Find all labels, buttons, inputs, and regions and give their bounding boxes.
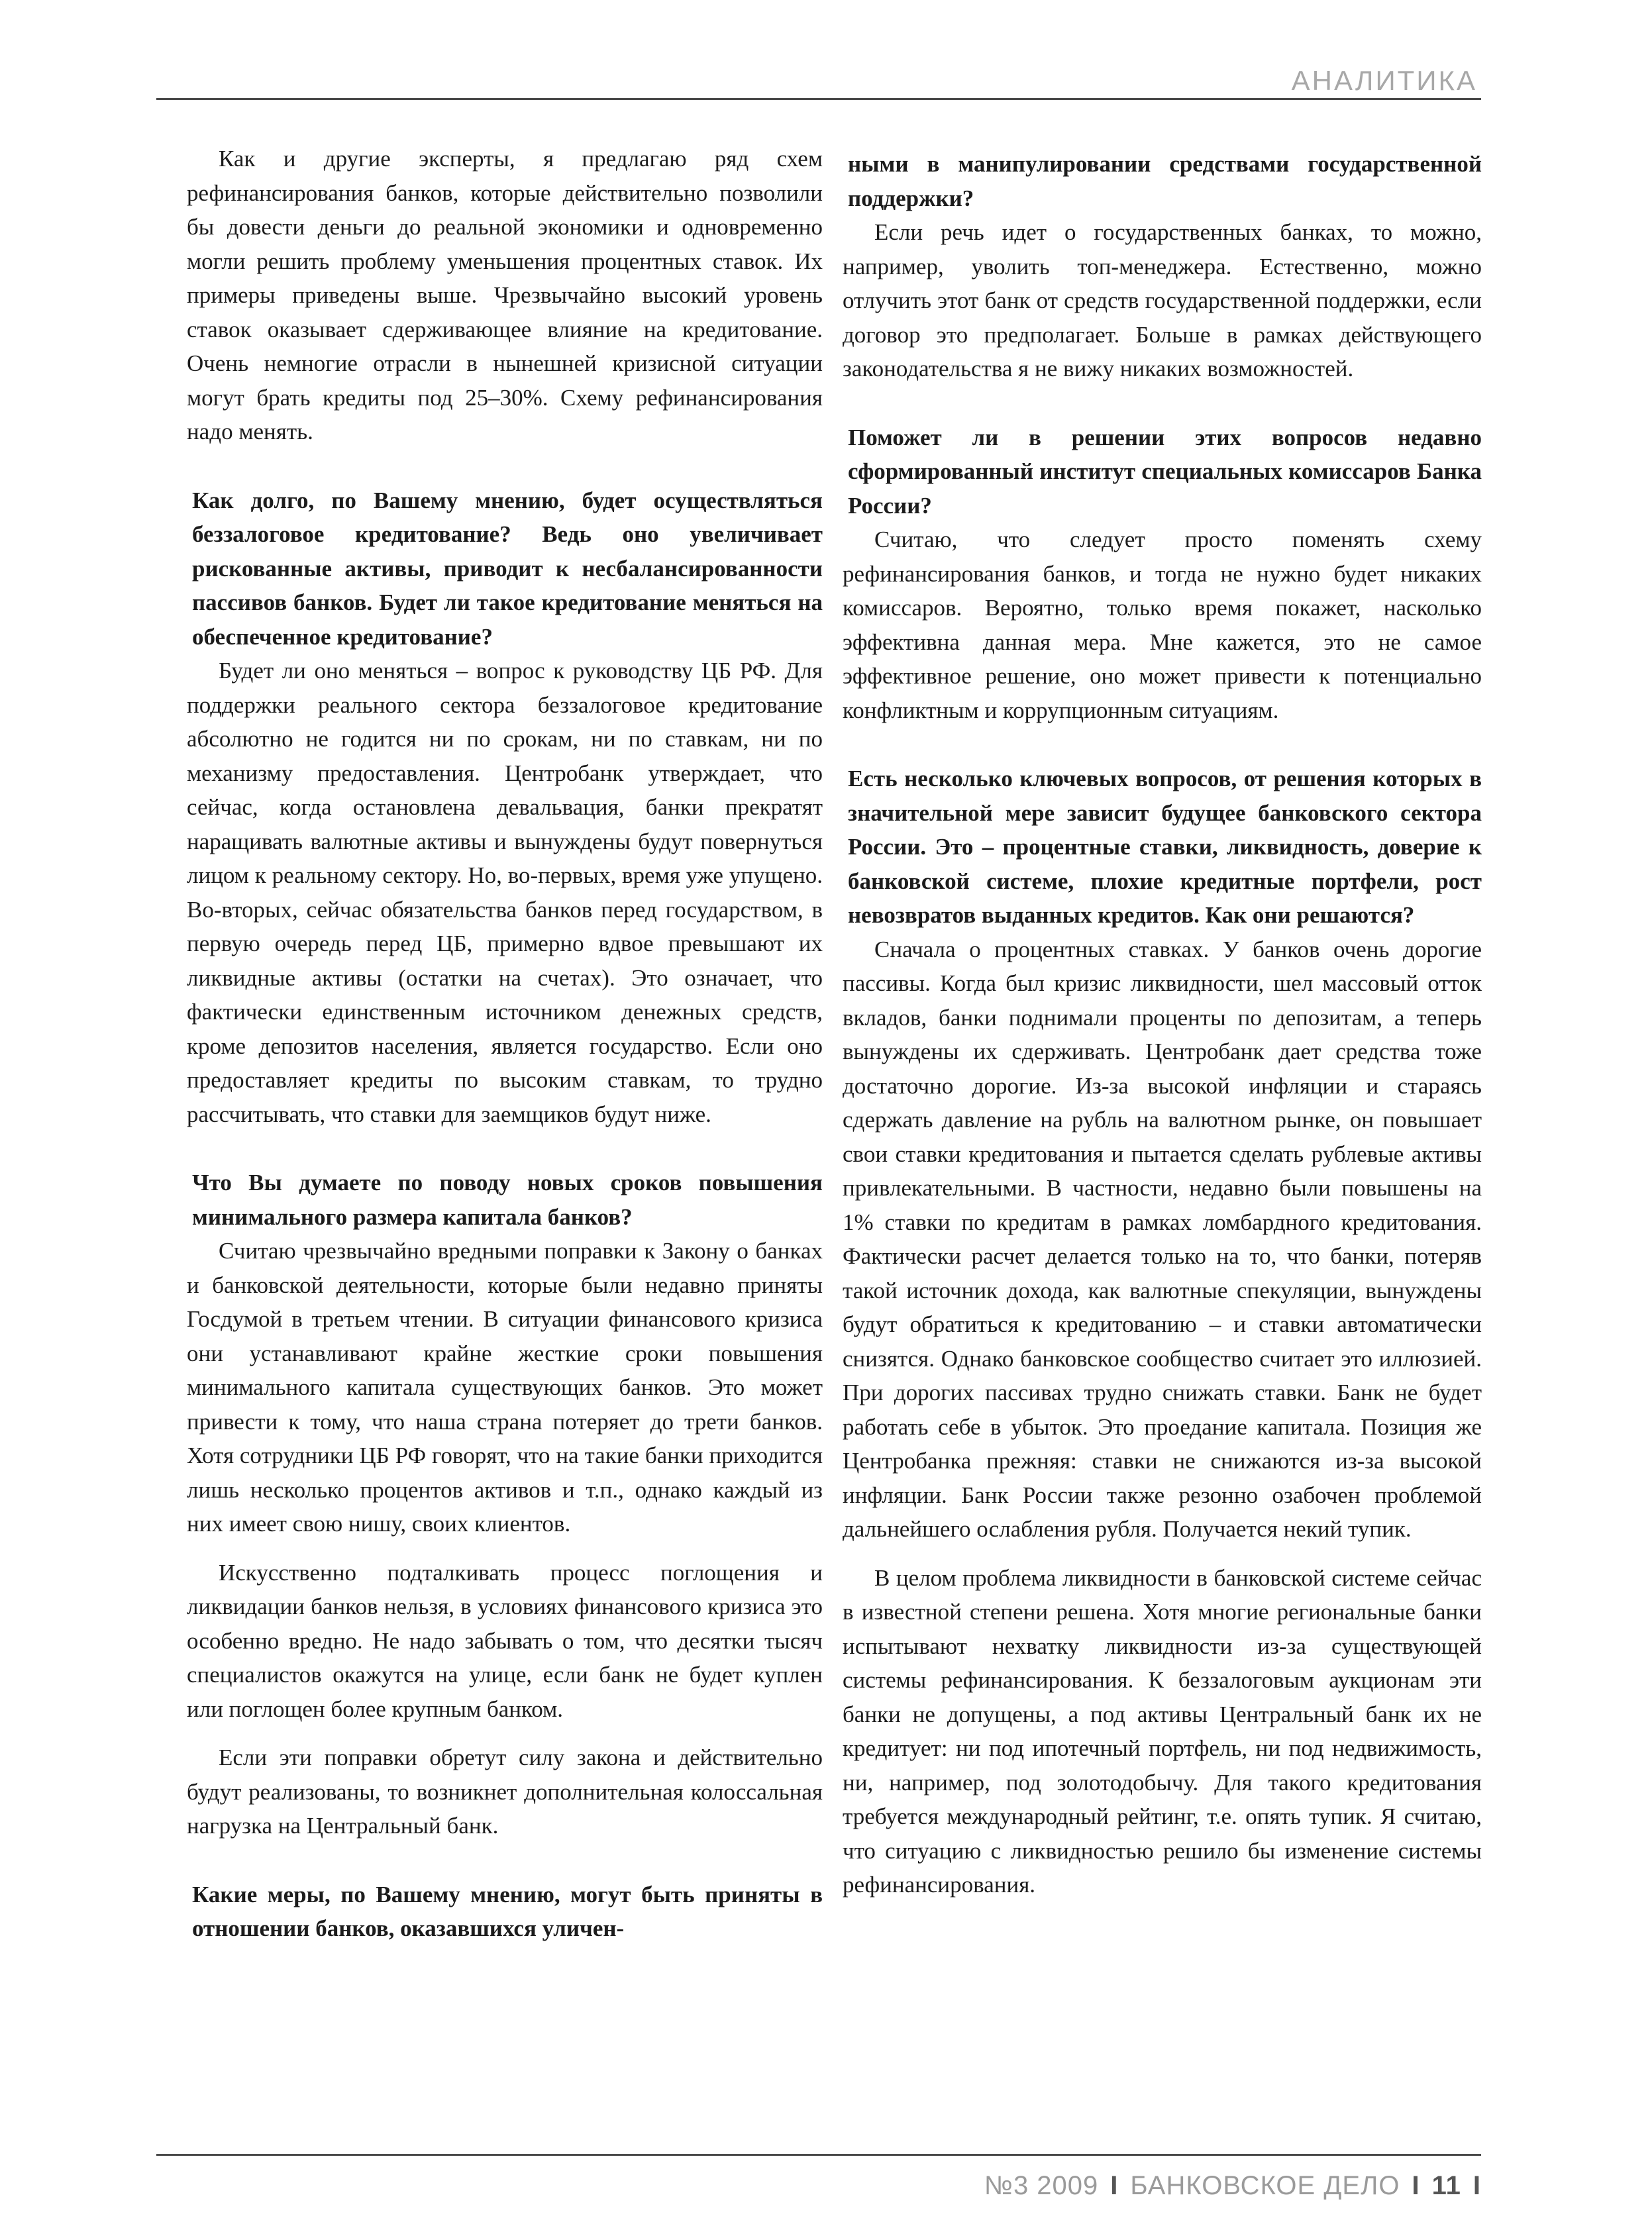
paragraph: Если речь идет о государственных банках, то можно, например, уволить топ-менеджера. Естественно, можно отлучить этот банк от средств государственной поддержки, если договор это предполагает. Больше в рамках действующего законодательства я не вижу никаких возможностей. bbox=[843, 219, 1482, 381]
paragraph: Как и другие эксперты, я предлагаю ряд схем рефинансирования банков, которые действительно позволили бы довести деньги до реальной экономики и одновременно могли решить проблему уменьшения процентных ставок. Их примеры приведены выше. Чрезвычайно высокий уровень ставок оказывает сдерживающее влияние на кредитование. Очень немногие отрасли в нынешней кризисной ситуации могут брать кредиты под 25–30%. Схему рефинансирования надо менять. bbox=[187, 146, 823, 444]
section-title: АНАЛИТИКА bbox=[1291, 65, 1477, 96]
interview-question: Поможет ли в решении этих вопросов недавно сформированный институт специальных комиссаров Банка России? bbox=[848, 424, 1482, 519]
paragraph: Считаю чрезвычайно вредными поправки к Закону о банках и банковской деятельности, которые были недавно приняты Госдумой в третьем чтении. В ситуации финансового кризиса они устанавливают крайне жесткие сроки повышения минимального капитала существующих банков. Это может привести к тому, что наша страна потеряет до трети банков. Хотя сотрудники ЦБ РФ говорят, что на такие банки приходится лишь несколько процентов активов и т.п., однако каждый из них имеет свою нишу, своих клиентов. bbox=[187, 1238, 823, 1537]
interview-question: Какие меры, по Вашему мнению, могут быть приняты в отношении банков, оказавшихся уличен- bbox=[192, 1881, 823, 1941]
interview-question-continued: ными в манипулировании средствами государственной поддержки? bbox=[848, 151, 1482, 211]
footer-separator: I bbox=[1412, 2171, 1420, 2200]
footer-separator: I bbox=[1110, 2171, 1119, 2200]
page-footer bbox=[984, 2171, 1481, 2201]
paragraph: Считаю, что следует просто поменять схему рефинансирования банков, и тогда не нужно будет никаких комиссаров. Вероятно, только время покажет, насколько эффективна данная мера. Мне кажется, это не самое эффективное решение, оно может привести к потенциально конфликтным и коррупционным ситуациям. bbox=[843, 527, 1482, 723]
left-column bbox=[187, 142, 823, 1946]
issue-number: №3 2009 bbox=[984, 2171, 1099, 2200]
interview-question: Что Вы думаете по поводу новых сроков повышения минимального размера капитала банков? bbox=[192, 1170, 823, 1230]
right-column bbox=[843, 147, 1482, 1902]
page-number: 11 bbox=[1431, 2171, 1461, 2200]
paragraph: Если эти поправки обретут силу закона и действительно будут реализованы, то возникнет дополнительная колоссальная нагрузка на Центральный банк. bbox=[187, 1745, 823, 1839]
paragraph: Сначала о процентных ставках. У банков очень дорогие пассивы. Когда был кризис ликвидности, шел массовый отток вкладов, банки поднимали проценты по депозитам, а теперь вынуждены их сдерживать. Центробанк дает средства тоже достаточно дорогие. Из-за высокой инфляции и стараясь сдержать давление на рубль на валютном рынке, он повышает свои ставки кредитования и пытается сделать рублевые активы привлекательными. В частности, недавно были повышены на 1% ставки по кредитам в рамках ломбардного кредитования. Фактически расчет делается только на то, что банки, потеряв такой источник дохода, как валютные спекуляции, вынуждены будут обратиться к кредитованию – и ставки автоматически снизятся. Однако банковское сообщество считает это иллюзией. При дорогих пассивах трудно снижать ставки. Банк не будет работать себе в убыток. Это проедание капитала. Позиция же Центробанка прежняя: ставки не снижаются из-за высокой инфляции. Банк России также резонно озабочен проблемой дальнейшего ослабления рубля. Получается некий тупик. bbox=[843, 936, 1482, 1542]
paragraph: В целом проблема ликвидности в банковской системе сейчас в известной степени решена. Хотя многие региональные банки испытывают нехватку ликвидности из-за существующей системы рефинансирования. К беззалоговым аукционам эти банки не допущены, а под активы Центральный банк их не кредитует: ни под ипотечный портфель, ни под недвижимость, ни, например, под золотодобычу. Для такого кредитования требуется международный рейтинг, т.е. опять тупик. Я считаю, что ситуацию с ликвидностью решило бы изменение системы рефинансирования. bbox=[843, 1564, 1482, 1898]
footer-separator: I bbox=[1472, 2171, 1481, 2200]
header-rule bbox=[156, 98, 1481, 100]
magazine-title: БАНКОВСКОЕ ДЕЛО bbox=[1130, 2171, 1400, 2200]
paragraph: Будет ли оно меняться – вопрос к руководству ЦБ РФ. Для поддержки реального сектора беззалоговое кредитование абсолютно не годится ни по срокам, ни по ставкам, ни по механизму предоставления. Центробанк утверждает, что сейчас, когда остановлена девальвация, банки прекратят наращивать валютные активы и вынуждены будут повернуться лицом к реальному сектору. Но, во-первых, время уже упущено. Во-вторых, сейчас обязательства банков перед государством, в первую очередь перед ЦБ, примерно вдвое превышают их ликвидные активы (остатки на счетах). Это означает, что фактически единственным источником денежных средств, кроме депозитов населения, является государство. Если оно предоставляет кредиты по высоким ставкам, то трудно рассчитывать, что ставки для заемщиков будут ниже. bbox=[187, 658, 823, 1127]
interview-question: Как долго, по Вашему мнению, будет осуществляться беззалоговое кредитование? Ведь оно увеличивает рискованные активы, приводит к несбалансированности пассивов банков. Будет ли такое кредитование меняться на обеспеченное кредитование? bbox=[192, 487, 823, 650]
paragraph: Искусственно подталкивать процесс поглощения и ликвидации банков нельзя, в условиях финансового кризиса это особенно вредно. Не надо забывать о том, что десятки тысяч специалистов окажутся на улице, если банк не будет куплен или поглощен более крупным банком. bbox=[187, 1559, 823, 1722]
interview-question: Есть несколько ключевых вопросов, от решения которых в значительной мере зависит будущее банковского сектора России. Это – процентные ставки, ликвидность, доверие к банковской системе, плохие кредитные портфели, рост невозвратов выданных кредитов. Как они решаются? bbox=[848, 766, 1482, 928]
footer-rule bbox=[156, 2154, 1481, 2156]
